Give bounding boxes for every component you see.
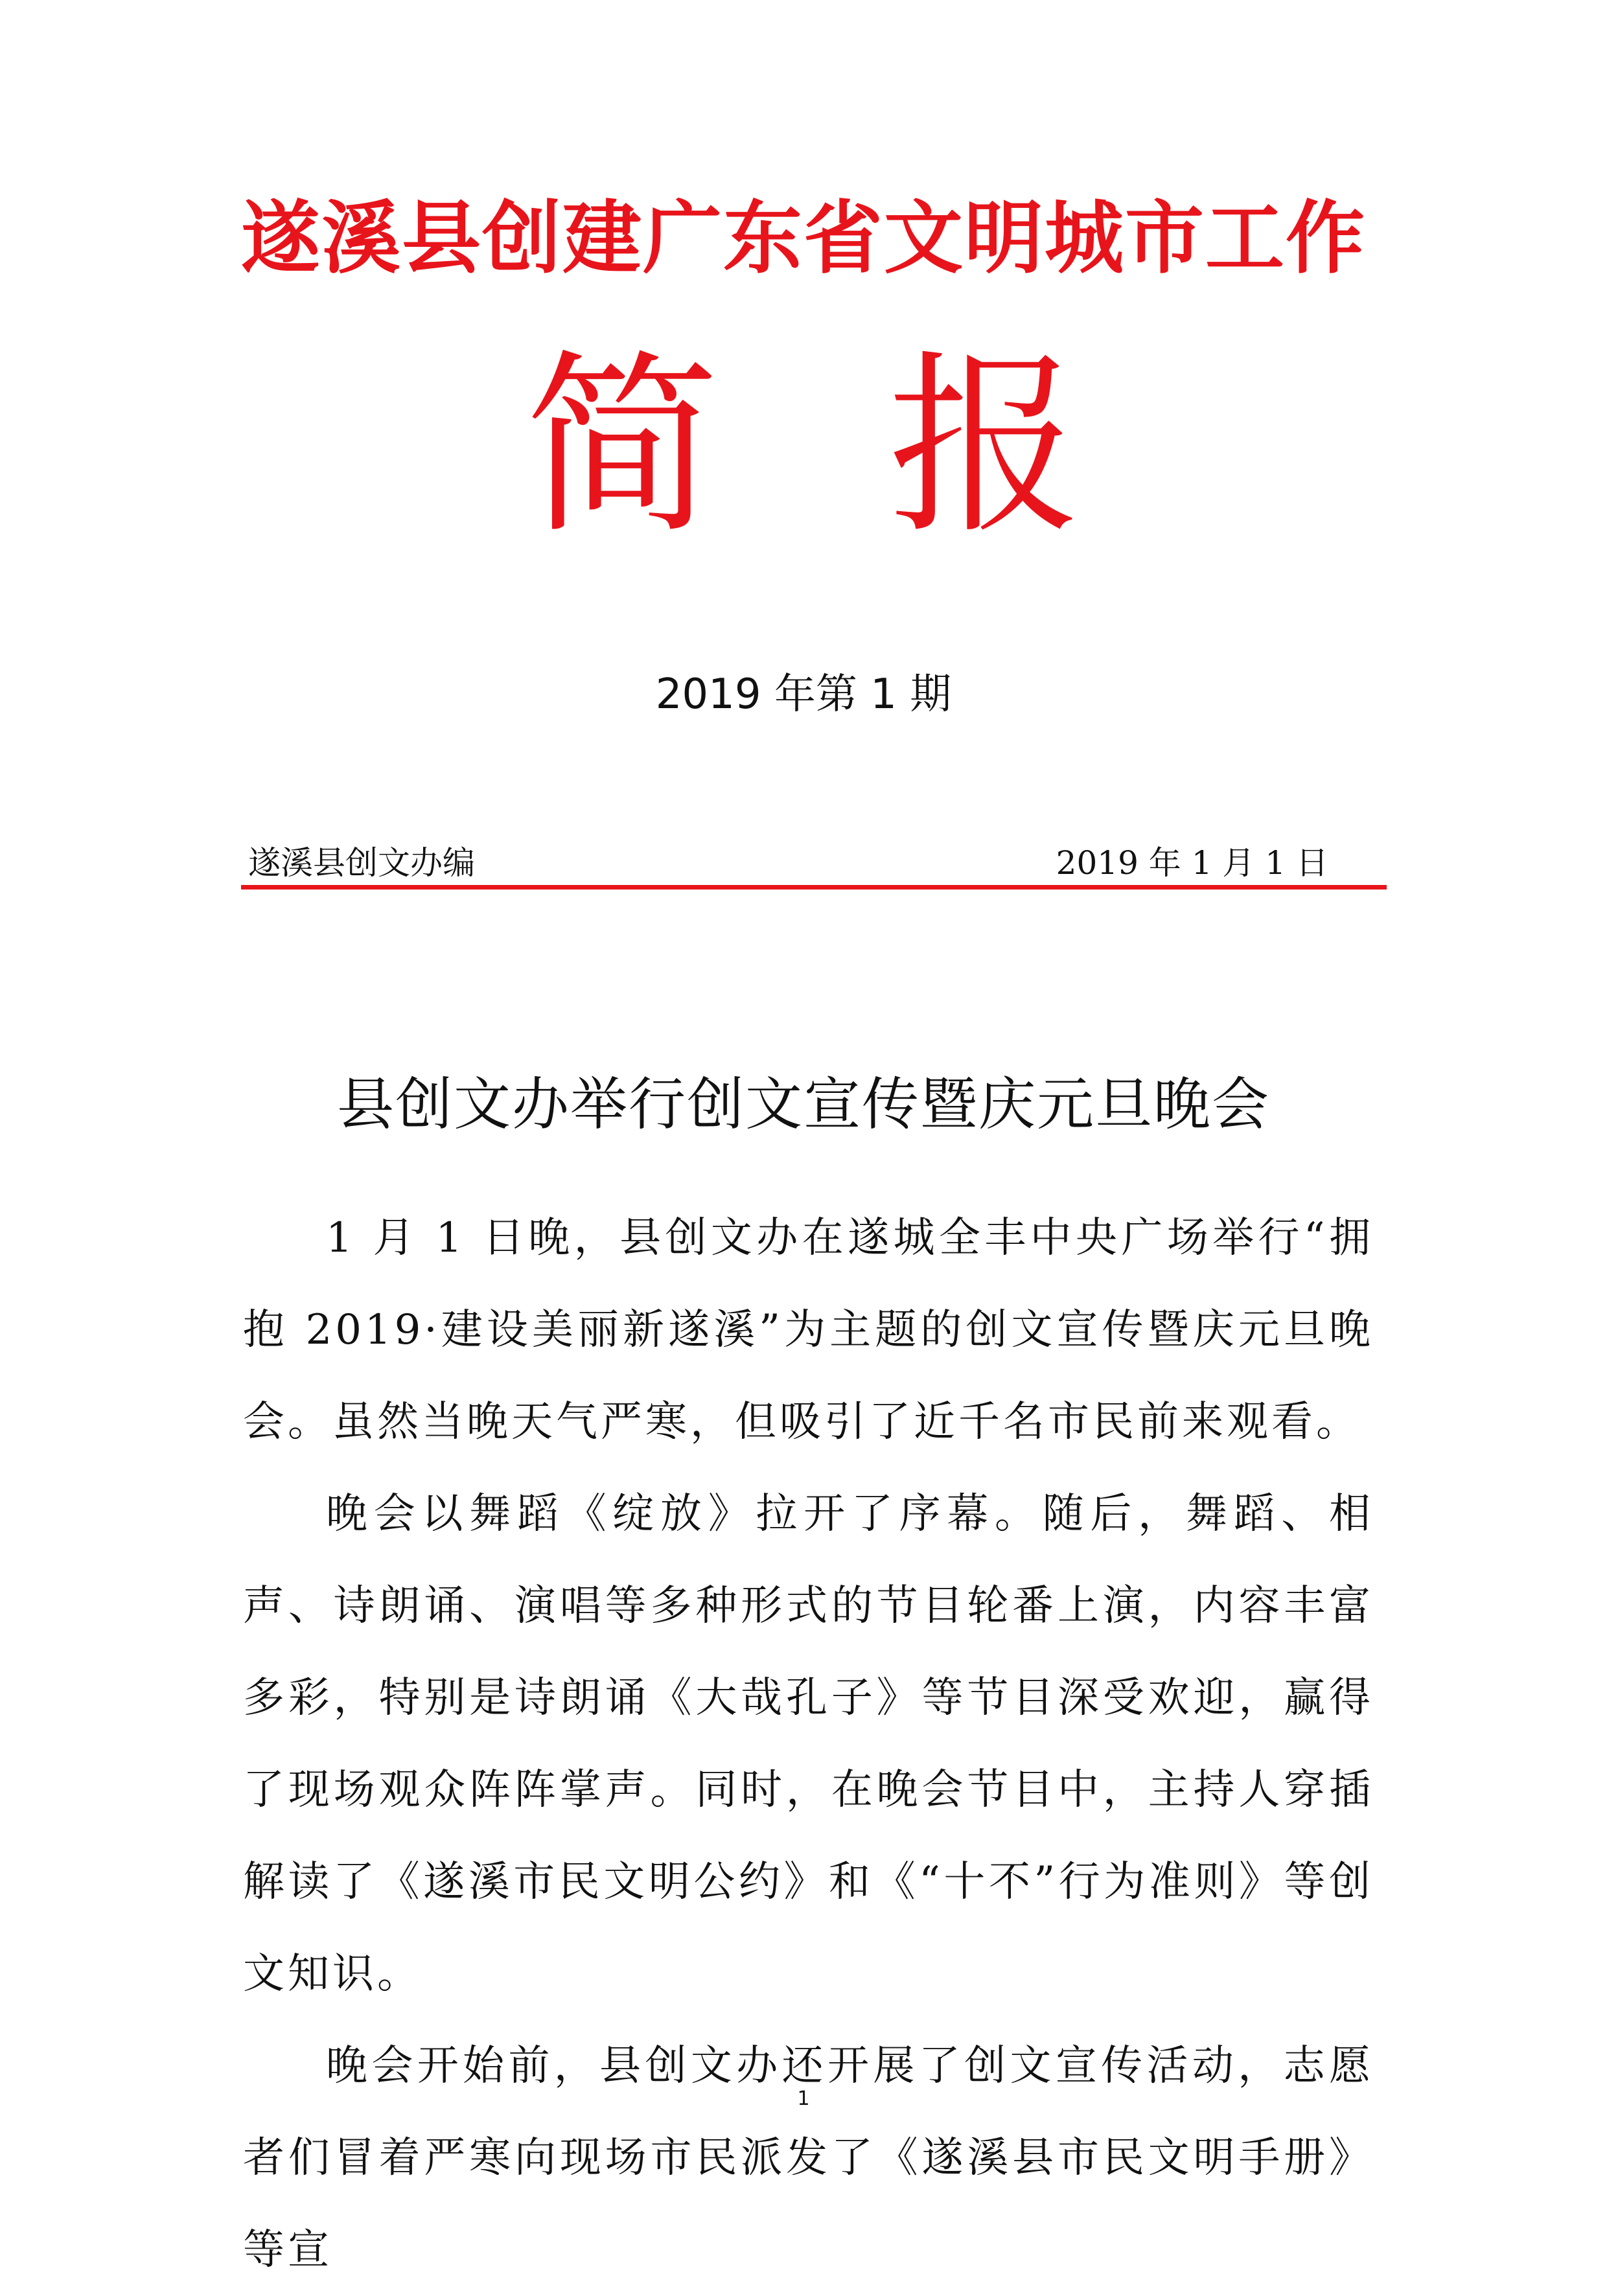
issue-number: 2019 年第 1 期 (655, 671, 952, 718)
page-number: 1 (797, 2087, 810, 2110)
article-paragraph: 晚会以舞蹈《绽放》拉开了序幕。随后，舞蹈、相声、诗朗诵、演唱等多种形式的节目轮番上演，内容丰富多彩，特别是诗朗诵《大哉孔子》等节目深受欢迎，赢得了现场观众阵阵掌声。同时，在晚会节目中，主持人穿插解读了《遂溪市民文明公约》和《“十不”行为准则》等创文知识。 (243, 1490, 1374, 1998)
header-divider (241, 885, 1387, 890)
article-paragraph: 1 月 1 日晚，县创文办在遂城全丰中央广场举行“拥抱 2019·建设美丽新遂溪”为主题的创文宣传暨庆元旦晚会。虽然当晚天气严寒，但吸引了近千名市民前来观看。 (243, 1214, 1374, 1446)
article-title: 县创文办举行创文宣传暨庆元旦晚会 (336, 1071, 1270, 1138)
issue-date: 2019 年 1 月 1 日 (1056, 844, 1328, 882)
article-body (243, 1192, 1374, 2296)
editor-label: 遂溪县创文办编 (248, 844, 475, 882)
masthead-title: 遂溪县创建广东省文明城市工作 (241, 192, 1366, 284)
article-paragraph: 晚会开始前，县创文办还开展了创文宣传活动，志愿者们冒着严寒向现场市民派发了《遂溪县市民文明手册》等宣 (243, 2042, 1374, 2274)
document-meta (243, 837, 1367, 889)
masthead-subtitle: 简报 (525, 334, 1251, 560)
